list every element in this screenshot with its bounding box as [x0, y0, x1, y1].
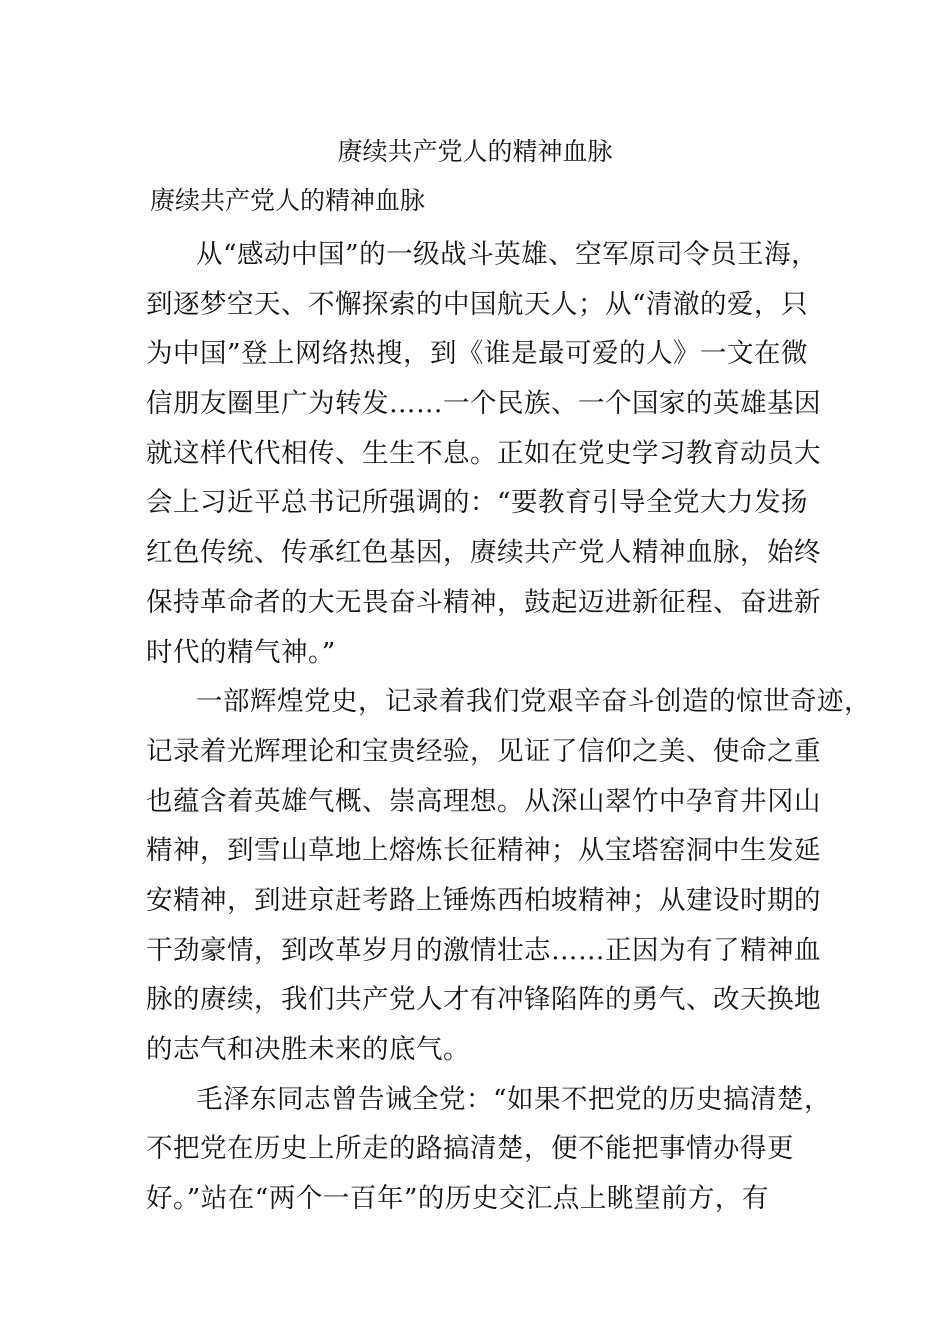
paragraph-line: 也蕴含着英雄气概、崇高理想。从深山翠竹中孕育井冈山 [146, 785, 821, 817]
paragraph-line: 毛泽东同志曾告诫全党：“如果不把党的历史搞清楚， [196, 1083, 832, 1115]
paragraph-line: 就这样代代相传、生生不息。正如在党史学习教育动员大 [146, 437, 821, 469]
paragraph-line: 到逐梦空天、不懈探索的中国航天人；从“清澈的爱，只 [146, 288, 809, 320]
paragraph-line: 脉的赓续，我们共产党人才有冲锋陷阵的勇气、改天换地 [146, 984, 821, 1016]
document-body [146, 230, 871, 1224]
paragraph-line: 信朋友圈里广为转发……一个民族、一个国家的英雄基因 [146, 388, 821, 420]
paragraph-line: 红色传统、传承红色基因，赓续共产党人精神血脉，始终 [146, 537, 821, 569]
paragraph-line: 的志气和决胜未来的底气。 [146, 1034, 470, 1065]
paragraph-line: 不把党在历史上所走的路搞清楚，便不能把事情办得更 [146, 1133, 794, 1165]
paragraph-line: 从“感动中国”的一级战斗英雄、空军原司令员王海， [196, 239, 819, 270]
paragraph-line: 会上习近平总书记所强调的：“要教育引导全党大力发扬 [146, 487, 809, 519]
document-subtitle: 赓续共产党人的精神血脉 [150, 186, 426, 215]
paragraph-line: 为中国”登上网络热搜，到《谁是最可爱的人》一文在微 [146, 338, 809, 370]
paragraph-line: 时代的精气神。” [146, 636, 336, 668]
paragraph-line: 安精神，到进京赶考路上锤炼西柏坡精神；从建设时期的 [146, 884, 821, 916]
paragraph-line: 干劲豪情，到改革岁月的激情壮志……正因为有了精神血 [146, 934, 821, 966]
paragraph-line: 保持革命者的大无畏奋斗精神，鼓起迈进新征程、奋进新 [146, 586, 821, 618]
paragraph-line: 记录着光辉理论和宝贵经验，见证了信仰之美、使命之重 [146, 735, 821, 767]
paragraph-line: 一部辉煌党史，记录着我们党艰辛奋斗创造的惊世奇迹， [196, 686, 871, 718]
document-title: 赓续共产党人的精神血脉 [337, 137, 613, 166]
paragraph-line: 精神，到雪山草地上熔炼长征精神；从宝塔窑洞中生发延 [146, 835, 821, 867]
paragraph-line: 好。”站在“两个一百年”的历史交汇点上眺望前方，有 [146, 1183, 769, 1215]
